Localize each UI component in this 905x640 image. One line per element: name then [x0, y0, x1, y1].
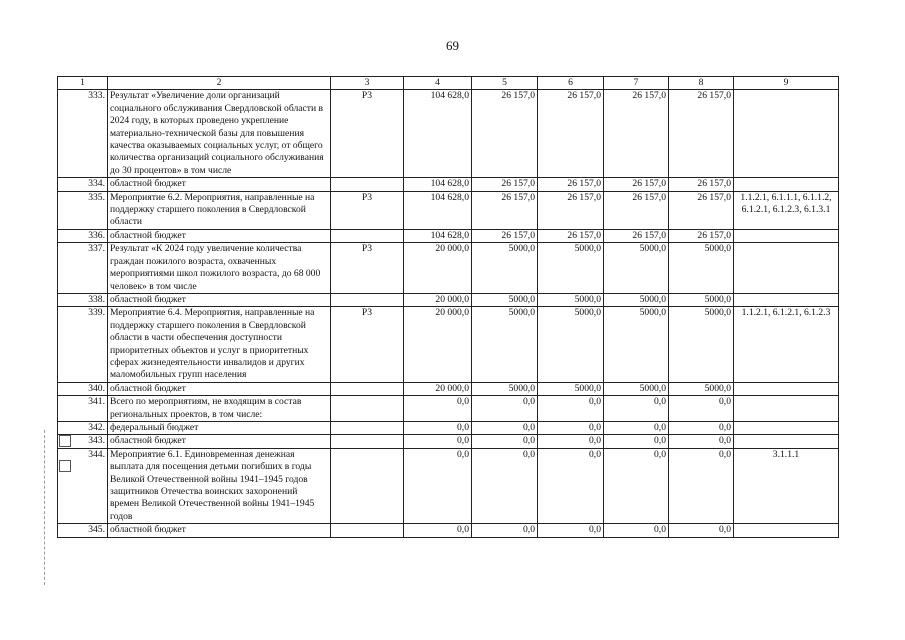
amount-cell: 0,0: [604, 448, 669, 523]
amount-cell: 26 157,0: [604, 191, 669, 229]
amount-cell: 26 157,0: [472, 191, 538, 229]
row-number-cell: 336.: [58, 229, 108, 242]
amount-cell: 26 157,0: [538, 191, 604, 229]
amount-cell: 26 157,0: [538, 229, 604, 242]
amount-cell: 0,0: [604, 435, 669, 448]
table-row: [58, 382, 839, 395]
indicator-cell: [734, 524, 839, 537]
column-header: 8: [669, 77, 734, 90]
amount-cell: 0,0: [604, 421, 669, 434]
indicator-cell: [734, 243, 839, 294]
amount-cell: 26 157,0: [538, 178, 604, 191]
amount-total-cell: 20 000,0: [404, 243, 472, 294]
table-row: [58, 243, 839, 294]
table-row: [58, 396, 839, 422]
amount-cell: 0,0: [538, 435, 604, 448]
description-cell: Мероприятие 6.2. Мероприятия, направленные на поддержку старшего поколения в Свердловской области: [108, 191, 331, 229]
table-row: [58, 435, 839, 448]
column-header: 6: [538, 77, 604, 90]
row-number-cell: 344.: [58, 448, 108, 523]
column-header: 4: [404, 77, 472, 90]
indicator-cell: [734, 229, 839, 242]
row-number-cell: 341.: [58, 396, 108, 422]
amount-total-cell: 20 000,0: [404, 293, 472, 306]
amount-cell: 26 157,0: [669, 178, 734, 191]
table-row: [58, 191, 839, 229]
row-number-cell: 337.: [58, 243, 108, 294]
table-header-row: [58, 77, 839, 90]
amount-cell: 5000,0: [604, 243, 669, 294]
amount-total-cell: 20 000,0: [404, 382, 472, 395]
indicator-cell: [734, 90, 839, 178]
description-cell: областной бюджет: [108, 293, 331, 306]
amount-cell: 5000,0: [538, 243, 604, 294]
indicator-cell: 1.1.2.1, 6.1.2.1, 6.1.2.3: [734, 307, 839, 382]
row-number-cell: 343.: [58, 435, 108, 448]
code-cell: [331, 524, 404, 537]
amount-cell: 5000,0: [669, 243, 734, 294]
amount-total-cell: 104 628,0: [404, 191, 472, 229]
amount-cell: 26 157,0: [604, 90, 669, 178]
amount-cell: 0,0: [669, 435, 734, 448]
code-cell: [331, 229, 404, 242]
column-header: 1: [58, 77, 108, 90]
code-cell: Р3: [331, 307, 404, 382]
amount-cell: 26 157,0: [472, 229, 538, 242]
column-header: 5: [472, 77, 538, 90]
description-cell: областной бюджет: [108, 435, 331, 448]
description-cell: областной бюджет: [108, 524, 331, 537]
amount-total-cell: 0,0: [404, 524, 472, 537]
amount-cell: 0,0: [538, 448, 604, 523]
amount-cell: 5000,0: [669, 382, 734, 395]
amount-cell: 26 157,0: [669, 90, 734, 178]
description-cell: Результат «Увеличение доли организаций социального обслуживания Свердловской области в 2024 году, в которых проведено укрепление материально-технической базы для повышения качества оказываемых социальных услуг, от общего количества организаций социального обслуживания до 30 процентов» в том числе: [108, 90, 331, 178]
amount-total-cell: 104 628,0: [404, 229, 472, 242]
amount-cell: 5000,0: [472, 293, 538, 306]
row-number-cell: 342.: [58, 421, 108, 434]
amount-total-cell: 0,0: [404, 396, 472, 422]
amount-total-cell: 20 000,0: [404, 307, 472, 382]
column-header: 2: [108, 77, 331, 90]
description-cell: Мероприятие 6.1. Единовременная денежная выплата для посещения детьми погибших в годы Великой Отечественной войны 1941–1945 годов защитников Отечества воинских захоронений времен Великой Отечественной войны 1941–1945 годов: [108, 448, 331, 523]
column-header: 9: [734, 77, 839, 90]
indicator-cell: [734, 178, 839, 191]
amount-cell: 0,0: [472, 396, 538, 422]
page-number: 69: [446, 38, 459, 53]
code-cell: [331, 435, 404, 448]
amount-total-cell: 0,0: [404, 448, 472, 523]
amount-cell: 0,0: [669, 421, 734, 434]
column-header: 3: [331, 77, 404, 90]
amount-cell: 0,0: [604, 524, 669, 537]
description-cell: областной бюджет: [108, 178, 331, 191]
description-cell: Мероприятие 6.4. Мероприятия, направленные на поддержку старшего поколения в Свердловской области в части обеспечения доступности приоритетных объектов и услуг в приоритетных сферах жизнедеятельности инвалидов и других маломобильных групп населения: [108, 307, 331, 382]
indicator-cell: [734, 293, 839, 306]
amount-cell: 26 157,0: [472, 178, 538, 191]
description-cell: областной бюджет: [108, 382, 331, 395]
amount-cell: 5000,0: [604, 307, 669, 382]
row-number-cell: 345.: [58, 524, 108, 537]
amount-cell: 5000,0: [472, 382, 538, 395]
amount-cell: 26 157,0: [538, 90, 604, 178]
table-row: [58, 90, 839, 178]
amount-cell: 0,0: [669, 524, 734, 537]
amount-total-cell: 0,0: [404, 435, 472, 448]
description-cell: Всего по мероприятиям, не входящим в состав региональных проектов, в том числе:: [108, 396, 331, 422]
amount-cell: 0,0: [472, 435, 538, 448]
amount-total-cell: 104 628,0: [404, 90, 472, 178]
amount-cell: 0,0: [472, 421, 538, 434]
table-row: [58, 307, 839, 382]
code-cell: [331, 396, 404, 422]
indicator-cell: [734, 396, 839, 422]
indicator-cell: 3.1.1.1: [734, 448, 839, 523]
amount-cell: 5000,0: [472, 307, 538, 382]
amount-total-cell: 104 628,0: [404, 178, 472, 191]
row-number-cell: 333.: [58, 90, 108, 178]
table-row: [58, 178, 839, 191]
amount-cell: 5000,0: [669, 293, 734, 306]
code-cell: Р3: [331, 243, 404, 294]
code-cell: [331, 293, 404, 306]
column-header: 7: [604, 77, 669, 90]
budget-table: [57, 76, 839, 538]
amount-cell: 5000,0: [538, 307, 604, 382]
description-cell: областной бюджет: [108, 229, 331, 242]
amount-cell: 0,0: [538, 524, 604, 537]
amount-cell: 5000,0: [604, 293, 669, 306]
amount-cell: 5000,0: [472, 243, 538, 294]
table-row: [58, 524, 839, 537]
indicator-cell: [734, 382, 839, 395]
code-cell: [331, 382, 404, 395]
amount-cell: 0,0: [538, 421, 604, 434]
amount-cell: 26 157,0: [604, 178, 669, 191]
amount-cell: 5000,0: [669, 307, 734, 382]
code-cell: [331, 178, 404, 191]
amount-cell: 26 157,0: [669, 229, 734, 242]
description-cell: федеральный бюджет: [108, 421, 331, 434]
code-cell: [331, 421, 404, 434]
amount-cell: 0,0: [472, 524, 538, 537]
amount-cell: 0,0: [472, 448, 538, 523]
code-cell: [331, 448, 404, 523]
amount-cell: 26 157,0: [472, 90, 538, 178]
amount-cell: 5000,0: [538, 293, 604, 306]
indicator-cell: [734, 435, 839, 448]
row-number-cell: 340.: [58, 382, 108, 395]
amount-cell: 0,0: [669, 448, 734, 523]
table-row: [58, 448, 839, 523]
indicator-cell: 1.1.2.1, 6.1.1.1, 6.1.1.2, 6.1.2.1, 6.1.2.3, 6.1.3.1: [734, 191, 839, 229]
indicator-cell: [734, 421, 839, 434]
amount-total-cell: 0,0: [404, 421, 472, 434]
amount-cell: 0,0: [604, 396, 669, 422]
row-number-cell: 334.: [58, 178, 108, 191]
row-number-cell: 338.: [58, 293, 108, 306]
row-number-cell: 339.: [58, 307, 108, 382]
amount-cell: 5000,0: [604, 382, 669, 395]
table-row: [58, 293, 839, 306]
code-cell: Р3: [331, 191, 404, 229]
amount-cell: 0,0: [669, 396, 734, 422]
table-row: [58, 229, 839, 242]
table-row: [58, 421, 839, 434]
amount-cell: 5000,0: [538, 382, 604, 395]
code-cell: Р3: [331, 90, 404, 178]
description-cell: Результат «К 2024 году увеличение количества граждан пожилого возраста, охваченных мероприятиями школ пожилого возраста, до 68 000 человек» в том числе: [108, 243, 331, 294]
amount-cell: 0,0: [538, 396, 604, 422]
row-number-cell: 335.: [58, 191, 108, 229]
amount-cell: 26 157,0: [669, 191, 734, 229]
amount-cell: 26 157,0: [604, 229, 669, 242]
